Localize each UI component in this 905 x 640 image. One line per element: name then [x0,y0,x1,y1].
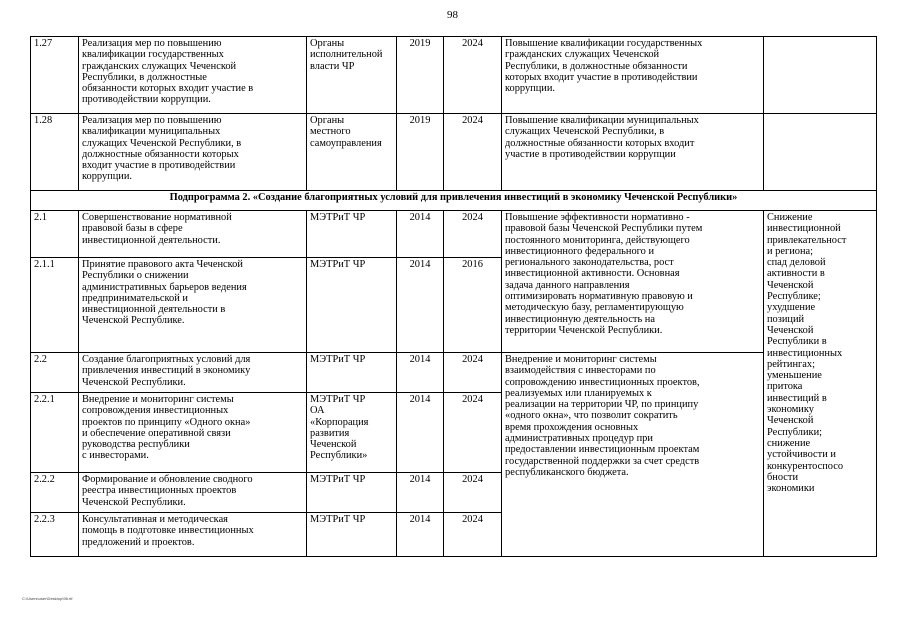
risk-consequence [764,37,877,114]
end-year: 2024 [444,473,502,513]
start-year: 2014 [397,258,444,353]
row-number: 2.2 [31,353,79,393]
executor: Органы местного самоуправления [307,114,397,191]
expected-result: Повышение квалификации государственных гражданских служащих Чеченской Республики, в должностные обязанности которых входит участие в противодействии коррупции. [502,37,764,114]
row-number: 2.2.3 [31,513,79,557]
table-row [31,211,877,258]
expected-result: Повышение квалификации муниципальных служащих Чеченской Республики, в должностные обязанности которых входит участие в противодействии коррупции [502,114,764,191]
table-row [31,37,877,114]
subprogram-title: Подпрограмма 2. «Создание благоприятных условий для привлечения инвестиций в экономику Чеченской Республики» [31,191,877,211]
event-name: Формирование и обновление сводного реестра инвестиционных проектов Чеченской Республики. [79,473,307,513]
executor: МЭТРиТ ЧР [307,211,397,258]
row-number: 2.1 [31,211,79,258]
expected-result: Повышение эффективности нормативно - правовой базы Чеченской Республики путем постоянного мониторинга, действующего инвестиционного федерального и регионального законодательства, рост инвестиционной активности. Основная задача данного направления оптимизировать нормативную правовую и методическую базу, регламентирующую инвестиционную деятельность на территории Чеченской Республики. [502,211,764,353]
end-year: 2016 [444,258,502,353]
start-year: 2014 [397,473,444,513]
start-year: 2014 [397,211,444,258]
row-number: 2.2.2 [31,473,79,513]
executor: МЭТРиТ ЧР [307,473,397,513]
event-name: Внедрение и мониторинг системы сопровождения инвестиционных проектов по принципу «Одного окна» и обеспечение оперативной связи руководства республики с инвесторами. [79,393,307,473]
executor: МЭТРиТ ЧР [307,513,397,557]
row-number: 2.2.1 [31,393,79,473]
executor: МЭТРиТ ЧР [307,258,397,353]
event-name: Реализация мер по повышению квалификации государственных гражданских служащих Чеченской Республики, в должностные обязанности которых входит участие в противодействии коррупции. [79,37,307,114]
end-year: 2024 [444,393,502,473]
row-number: 1.27 [31,37,79,114]
executor: МЭТРиТ ЧР ОА «Корпорация развития Чеченской Республики» [307,393,397,473]
page-number: 98 [447,9,458,21]
row-number: 1.28 [31,114,79,191]
end-year: 2024 [444,513,502,557]
executor: Органы исполнительной власти ЧР [307,37,397,114]
subprogram-header-row [31,191,877,211]
start-year: 2019 [397,37,444,114]
end-year: 2024 [444,211,502,258]
event-name: Реализация мер по повышению квалификации муниципальных служащих Чеченской Республики, в должностные обязанности которых входит участие в противодействии коррупции. [79,114,307,191]
row-number: 2.1.1 [31,258,79,353]
event-name: Создание благоприятных условий для привлечения инвестиций в экономику Чеченской Республики. [79,353,307,393]
event-name: Совершенствование нормативной правовой базы в сфере инвестиционной деятельности. [79,211,307,258]
executor: МЭТРиТ ЧР [307,353,397,393]
expected-result: Внедрение и мониторинг системы взаимодействия с инвесторами по сопровождению инвестиционных проектов, реализуемых или планируемых к реализации на территории ЧР, по принципу «одного окна», что позволит сократить время прохождения основных административных процедур при предоставлении инвестиционным проектам государственной поддержки за счет средств республиканского бюджета. [502,353,764,557]
end-year: 2024 [444,114,502,191]
start-year: 2014 [397,393,444,473]
risk-consequence [764,114,877,191]
end-year: 2024 [444,353,502,393]
file-path-footer: C:\Users\user\Desktop\98.rtf [22,596,73,601]
start-year: 2014 [397,513,444,557]
program-events-table [30,36,877,557]
event-name: Принятие правового акта Чеченской Республики о снижении административных барьеров ведения предпринимательской и инвестиционной деятельности в Чеченской Республике. [79,258,307,353]
start-year: 2019 [397,114,444,191]
table-row [31,353,877,393]
event-name: Консультативная и методическая помощь в подготовке инвестиционных предложений и проектов. [79,513,307,557]
end-year: 2024 [444,37,502,114]
risk-consequence: Снижение инвестиционной привлекательност и региона; спад деловой активности в Чеченской Республике; ухудшение позиций Чеченской Республики в инвестиционных рейтингах; уменьшение притока инвестиций в экономику Чеченской Республики; снижение устойчивости и конкурентоспосо бности экономики [764,211,877,557]
table-row [31,114,877,191]
start-year: 2014 [397,353,444,393]
